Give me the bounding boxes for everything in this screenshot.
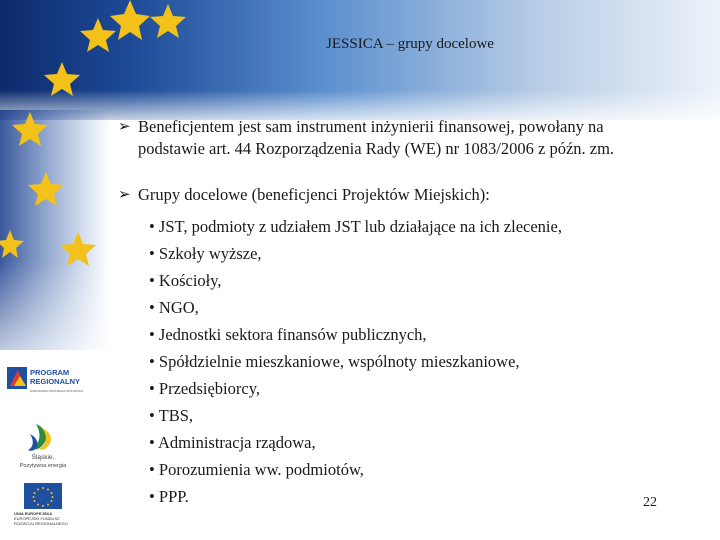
- svg-text:Śląskie.: Śląskie.: [31, 454, 55, 461]
- svg-text:REGIONALNY: REGIONALNY: [30, 377, 81, 386]
- paragraph-beneficiary-line1: Beneficjentem jest sam instrument inżynierii finansowej, powołany na: [138, 117, 604, 136]
- svg-text:PROGRAM: PROGRAM: [30, 368, 70, 377]
- page-number: 22: [643, 495, 657, 510]
- paragraph-target-groups-text: Grupy docelowe (beneficjenci Projektów Miejskich):: [138, 185, 490, 204]
- svg-text:Pozytywna energia: Pozytywna energia: [19, 463, 67, 469]
- svg-text:ROZWOJU REGIONALNEGO: ROZWOJU REGIONALNEGO: [14, 521, 68, 526]
- program-regionalny-logo: [6, 364, 84, 400]
- list-item: • PPP.: [149, 487, 189, 506]
- target-groups-list: [138, 213, 688, 510]
- slide-title: JESSICA – grupy docelowe: [326, 36, 494, 52]
- arrow-bullet-icon: ➢: [118, 119, 131, 135]
- list-item: • Przedsiębiorcy,: [149, 379, 261, 398]
- arrow-bullet-icon: ➢: [118, 187, 131, 203]
- svg-text:EUROPEJSKI FUNDUSZ: EUROPEJSKI FUNDUSZ: [14, 516, 60, 521]
- list-item: • Spółdzielnie mieszkaniowe, wspólnoty mieszkaniowe,: [149, 352, 520, 371]
- slaskie-logo: [12, 420, 74, 470]
- unia-europejska-logo: [12, 483, 76, 527]
- paragraph-target-groups: [118, 184, 688, 510]
- svg-text:NARODOWA STRATEGIA SPÓJNOŚCI: NARODOWA STRATEGIA SPÓJNOŚCI: [30, 389, 84, 393]
- list-item: • Jednostki sektora finansów publicznych,: [149, 325, 427, 344]
- list-item: • TBS,: [149, 406, 193, 425]
- list-item: • Kościoły,: [149, 271, 222, 290]
- list-item: • Szkoły wyższe,: [149, 244, 262, 263]
- list-item: • JST, podmioty z udziałem JST lub działające na ich zlecenie,: [149, 217, 562, 236]
- slide-content: [118, 116, 688, 510]
- paragraph-beneficiary-line2: podstawie art. 44 Rozporządzenia Rady (WE) nr 1083/2006 z późn. zm.: [138, 139, 615, 158]
- list-item: • Administracja rządowa,: [149, 433, 316, 452]
- list-item: • Porozumienia ww. podmiotów,: [149, 460, 364, 479]
- paragraph-beneficiary: [118, 116, 688, 160]
- svg-text:UNIA EUROPEJSKA: UNIA EUROPEJSKA: [14, 511, 53, 516]
- list-item: • NGO,: [149, 298, 199, 317]
